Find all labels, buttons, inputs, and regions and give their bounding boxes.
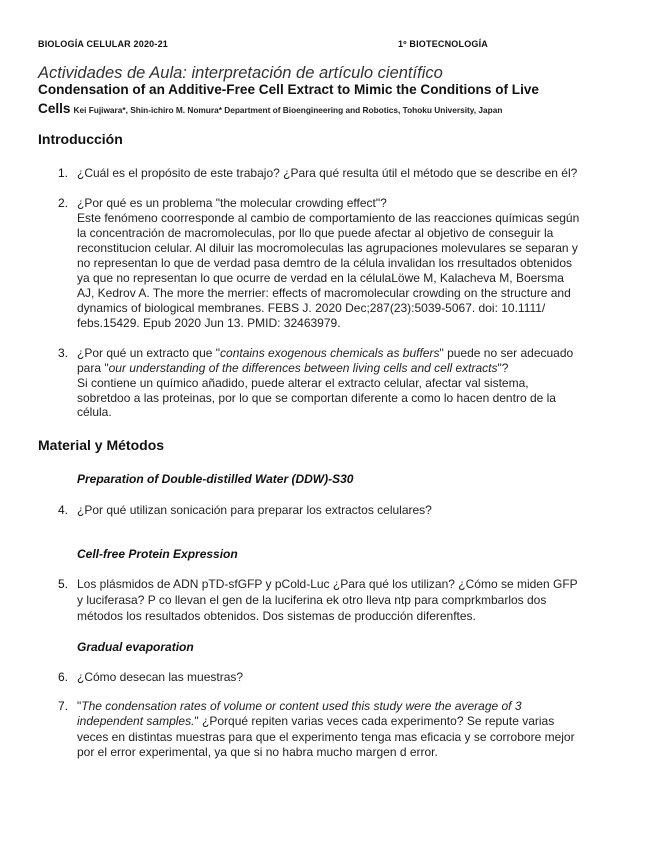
question-text: Los plásmidos de ADN pTD-sfGFP y pCold-Luc ¿Para qué los utilizan? ¿Cómo se miden GFP — [77, 577, 578, 591]
question-number: 2. — [58, 196, 69, 210]
quoted-text: our understanding of the differences between living cells and cell extracts — [108, 361, 498, 375]
answer-line: sobretdoo a las proteinas, por lo que se comportan diferente a como lo hacen dentro de la — [77, 391, 556, 405]
article-title: Condensation of an Additive-Free Cell Extract to Mimic the Conditions of Live — [38, 82, 539, 97]
text-segment: para " — [77, 361, 109, 375]
article-title-continued — [38, 101, 502, 116]
answer-line: y luciferasa? P co llevan el gen de la luciferina ek otro lleva ntp para comprkmbarlos dos — [77, 593, 547, 607]
article-authors: Kei Fujiwara*, Shin-ichiro M. Nomura* Department of Bioengineering and Robotics, Tohoku University, Japan — [73, 105, 503, 115]
answer-line: ya que no representan lo que ocurre de verdad en la célulaLöwe M, Kalacheva M, Boersma — [77, 271, 564, 285]
question-number: 3. — [58, 346, 69, 360]
answer-line: métodos los resultados obtenidos. Dos sistemas de producción diferenftes. — [77, 609, 476, 623]
quoted-text: contains exogenous chemicals as buffers — [220, 346, 440, 360]
course-header: BIOLOGÍA CELULAR 2020-21 — [38, 39, 168, 49]
subheading-evaporation: Gradual evaporation — [77, 640, 194, 654]
answer-line: no representan lo que de verdad pasa demtro de la célula invalidan los rresultados obtenidos — [77, 256, 572, 270]
article-title-end: Cells — [38, 101, 71, 116]
answer-line: dynamics of biological membranes. FEBS J. 2020 Dec;287(23):5039-5067. doi: 10.1111/ — [77, 301, 546, 315]
question-number: 5. — [58, 577, 69, 591]
degree-header: 1º BIOTECNOLOGÍA — [398, 39, 488, 49]
question-text: ¿Cómo desecan las muestras? — [77, 670, 244, 684]
text-segment: " puede no ser adecuado — [439, 346, 574, 360]
answer-line: célula. — [77, 405, 112, 419]
text-segment: ¿Por qué un extracto que " — [77, 346, 221, 360]
answer-line: reconstitucion celular. Al diluir las mocromoleculas las agrupaciones molevulares se separan y — [77, 241, 578, 255]
question-text — [77, 361, 508, 375]
answer-line: AJ, Kedrov A. The more the merrier: effects of macromolecular crowding on the structure and — [77, 286, 571, 300]
question-text: ¿Cuál es el propósito de este trabajo? ¿Para qué resulta útil el método que se describe en él? — [77, 166, 578, 180]
answer-line: Este fenómeno coorresponde al cambio de comportamiento de las reacciones químicas según — [77, 211, 580, 225]
section-heading-intro: Introducción — [38, 131, 123, 147]
quoted-text: The condensation rates of volume or content used this study were the average of 3 — [81, 699, 522, 713]
answer-line: Si contiene un químico añadido, puede alterar el extracto celular, afectar val sistema, — [77, 376, 529, 390]
question-text — [77, 699, 522, 713]
subheading-cell-free: Cell-free Protein Expression — [77, 547, 238, 561]
question-text: ¿Por qué es un problema "the molecular crowding effect"? — [77, 196, 387, 210]
question-number: 4. — [58, 503, 69, 517]
text-segment: "? — [497, 361, 509, 375]
question-number: 6. — [58, 670, 69, 684]
subheading-s30: Preparation of Double-distilled Water (DDW)-S30 — [77, 472, 354, 486]
text-segment: " — [77, 699, 82, 713]
answer-line: veces en distintas muestras para que el experimento tenga mas eficacia y se corrobore mejor — [77, 730, 575, 744]
quoted-text: independent samples. — [77, 714, 195, 728]
question-number: 7. — [58, 699, 69, 713]
answer-line: la concentración de macromoleculas, por llo que puede afectar al objetivo de conseguir la — [77, 226, 554, 240]
answer-line: por el error experimental, ya que si no habra mucho margen d error. — [77, 745, 438, 759]
section-heading-methods: Material y Métodos — [38, 437, 165, 453]
question-number: 1. — [58, 166, 69, 180]
question-text: ¿Por qué utilizan sonicación para preparar los extractos celulares? — [77, 503, 432, 517]
document-subtitle: Actividades de Aula: interpretación de artículo científico — [38, 64, 443, 82]
answer-line: febs.15429. Epub 2020 Jun 13. PMID: 32463979. — [77, 316, 341, 330]
question-text — [77, 346, 573, 360]
text-segment: " ¿Porqué repiten varias veces cada experimento? Se repute varias — [194, 714, 555, 728]
question-text — [77, 714, 554, 728]
